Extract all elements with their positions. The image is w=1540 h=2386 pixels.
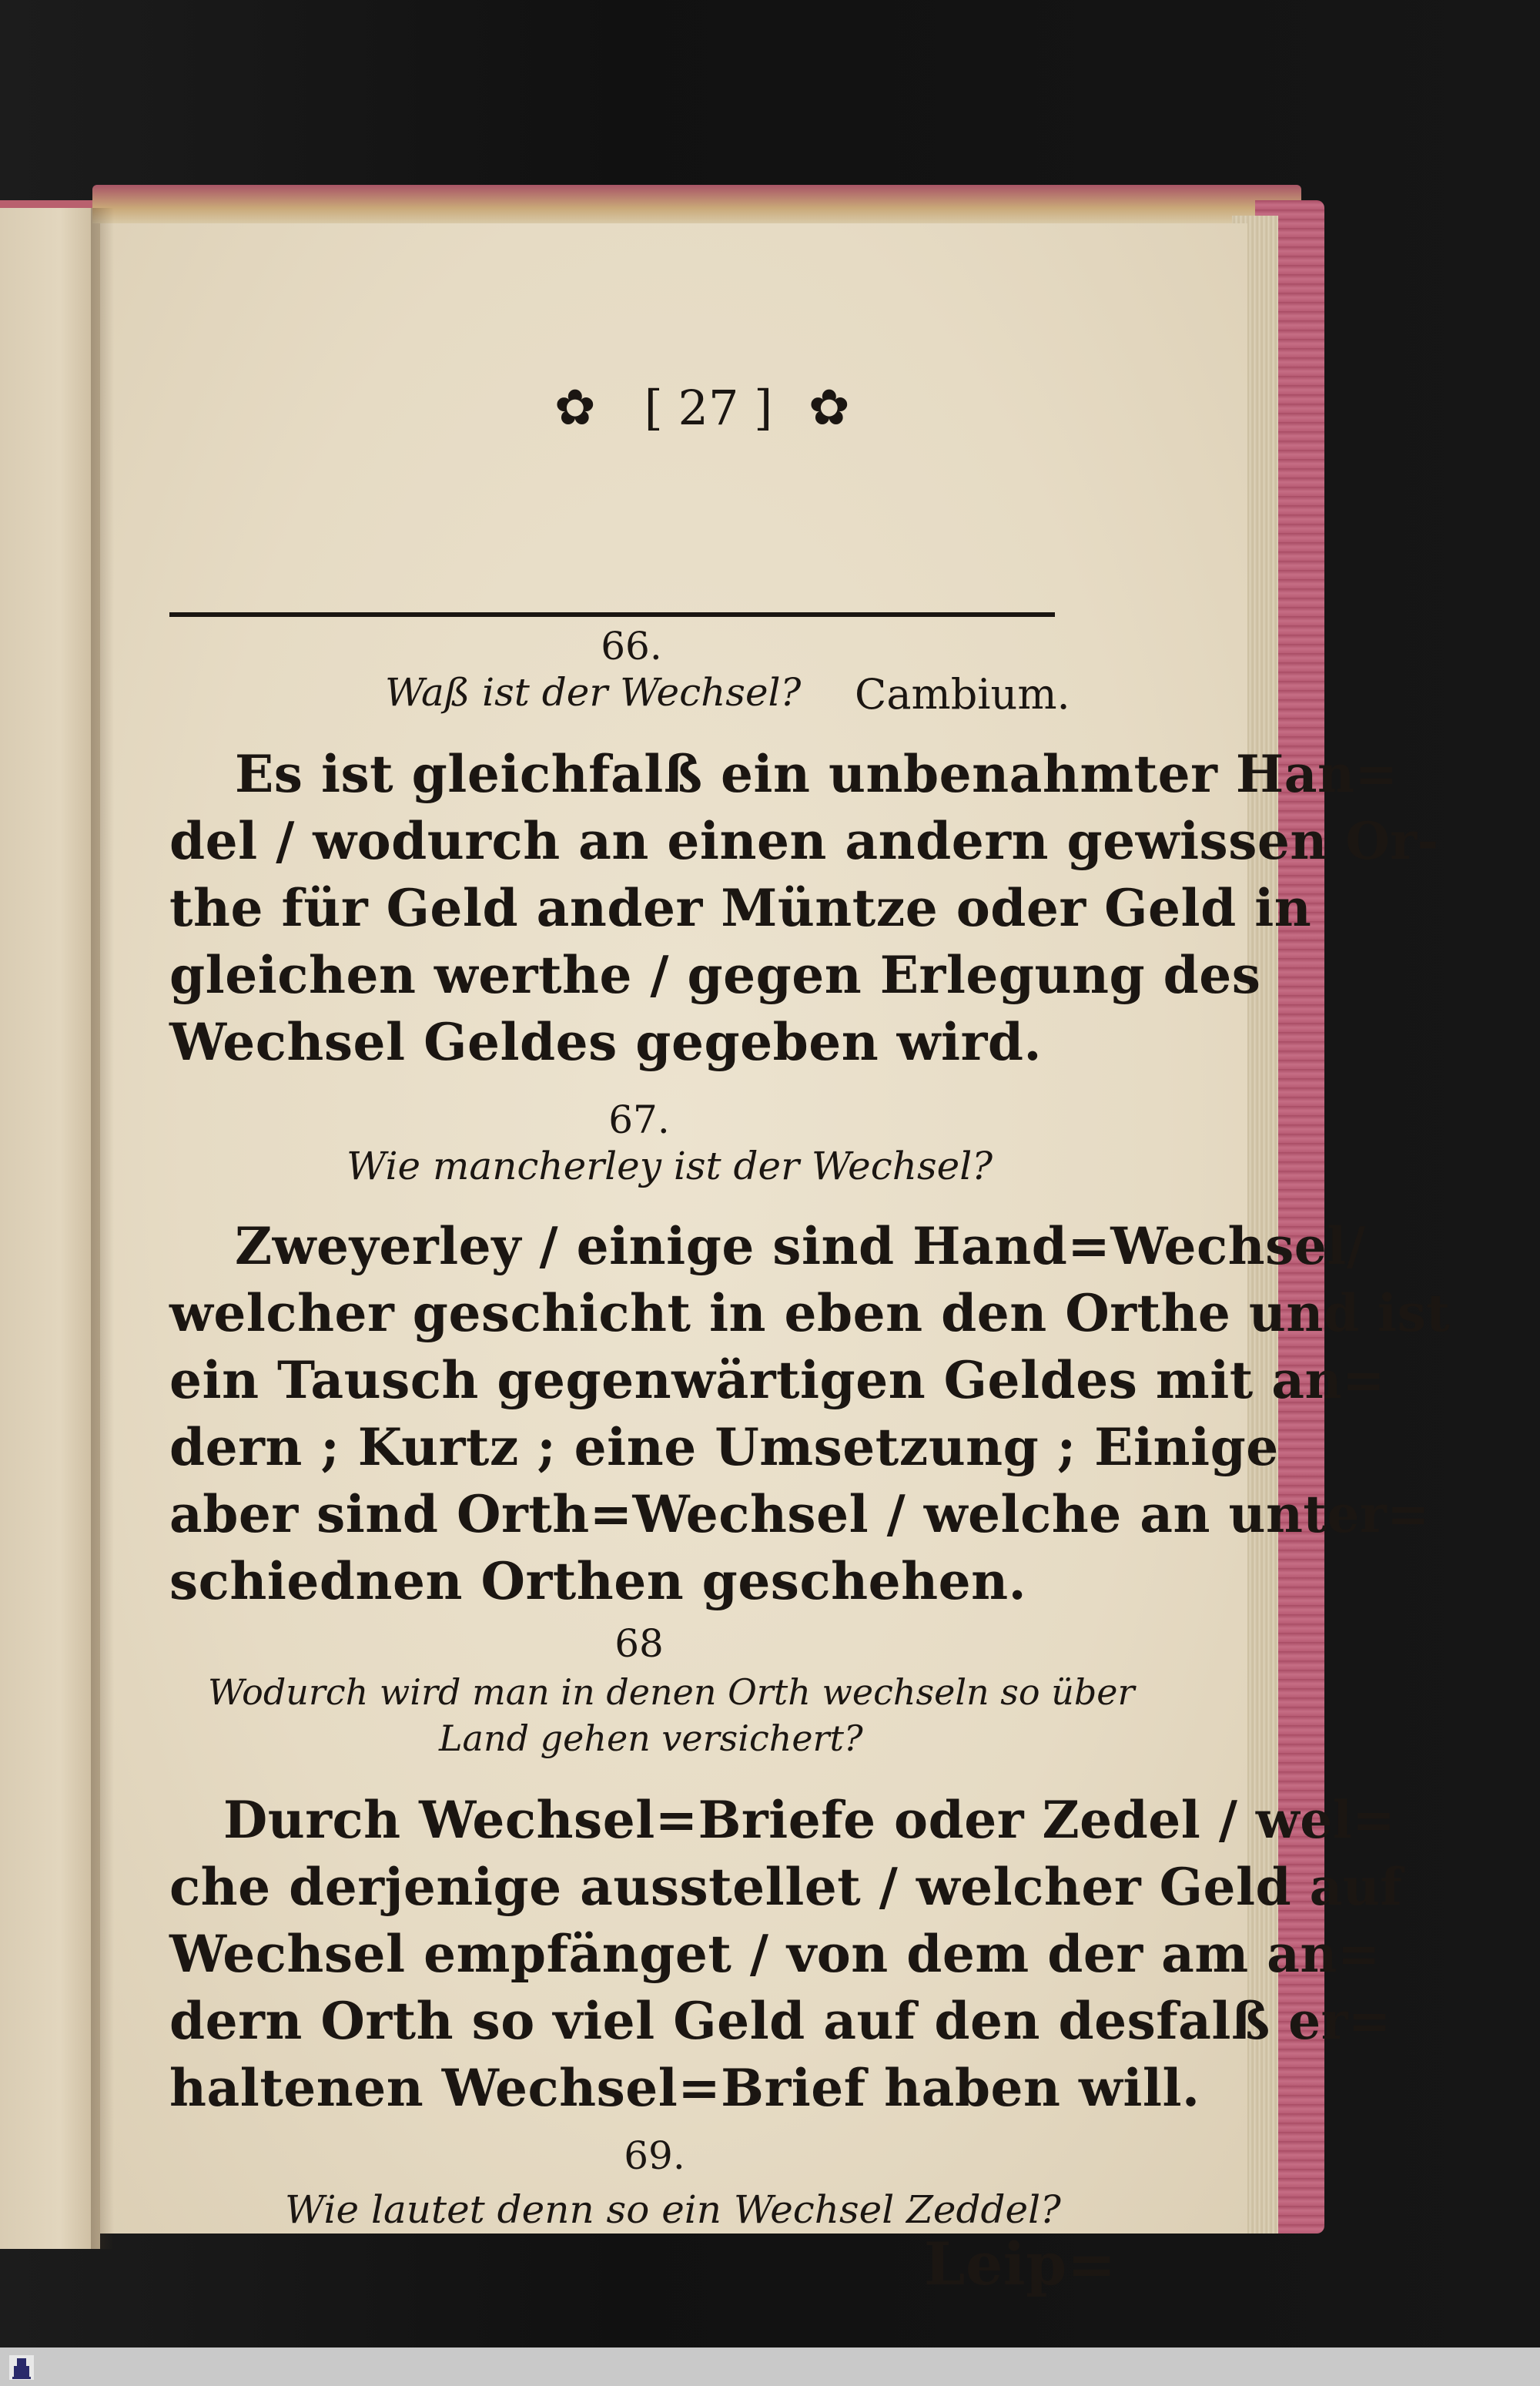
entry-question: Wie mancherley ist der Wechsel? [346,1144,993,1188]
answer-line: dern ; Kurtz ; eine Umsetzung ; Einige [169,1417,1279,1477]
header-rule [169,612,1055,617]
answer-line: Es ist gleichfalß ein unbenahmter Han= [235,744,1398,804]
right-page [100,223,1451,2298]
answer-line: haltenen Wechsel=Brief haben will. [169,2058,1200,2118]
answer-line: Zweyerley / einige sind Hand=Wechsel/ [235,1216,1366,1276]
answer-line: del / wodurch an einen andern gewissen Or- [169,811,1439,871]
entry-question: Wodurch wird man in denen Orth wechseln so über [208,1671,1135,1713]
flower-ornament-icon: ✿ [808,380,850,437]
book [0,185,1451,2298]
answer-line: dern Orth so viel Geld auf den desfalß er= [169,1991,1391,2051]
viewer-footer-bar [0,2347,1540,2386]
spine-shadow [91,208,114,2249]
library-logo-icon [6,2352,37,2383]
entry-number: 69. [624,2133,685,2178]
answer-line: Wechsel empfänget / von dem der am an= [169,1924,1381,1984]
entry-question-latin: Cambium. [855,670,1070,719]
answer-line: schiednen Orthen geschehen. [169,1551,1027,1611]
answer-line: che derjenige ausstellet / welcher Geld auf [169,1857,1403,1917]
entry-question: Land gehen versichert? [439,1717,863,1759]
answer-line: Durch Wechsel=Briefe oder Zedel / wel= [223,1790,1396,1850]
flower-ornament-icon: ✿ [554,380,596,437]
entry-number: 67. [608,1097,670,1142]
answer-line: aber sind Orth=Wechsel / welche an unter= [169,1484,1430,1544]
catchword: Leip= [924,2230,1116,2298]
entry-number: 68 [614,1621,664,1666]
answer-line: gleichen werthe / gegen Erlegung des [169,945,1261,1005]
page-number: [ 27 ] [644,380,773,436]
answer-line: welcher geschicht in eben den Orthe und ist [169,1283,1451,1343]
cover-top-edge [92,185,1301,223]
answer-line: Wechsel Geldes gegeben wird. [169,1012,1042,1072]
page-header [169,377,1140,447]
answer-line: the für Geld ander Müntze oder Geld in [169,878,1312,938]
entry-number: 66. [601,624,662,669]
entry-question: Waß ist der Wechsel? [385,670,802,715]
entry-question: Wie lautet denn so ein Wechsel Zeddel? [285,2187,1061,2232]
answer-line: ein Tausch gegenwärtigen Geldes mit an= [169,1350,1385,1410]
left-page [0,208,100,2249]
